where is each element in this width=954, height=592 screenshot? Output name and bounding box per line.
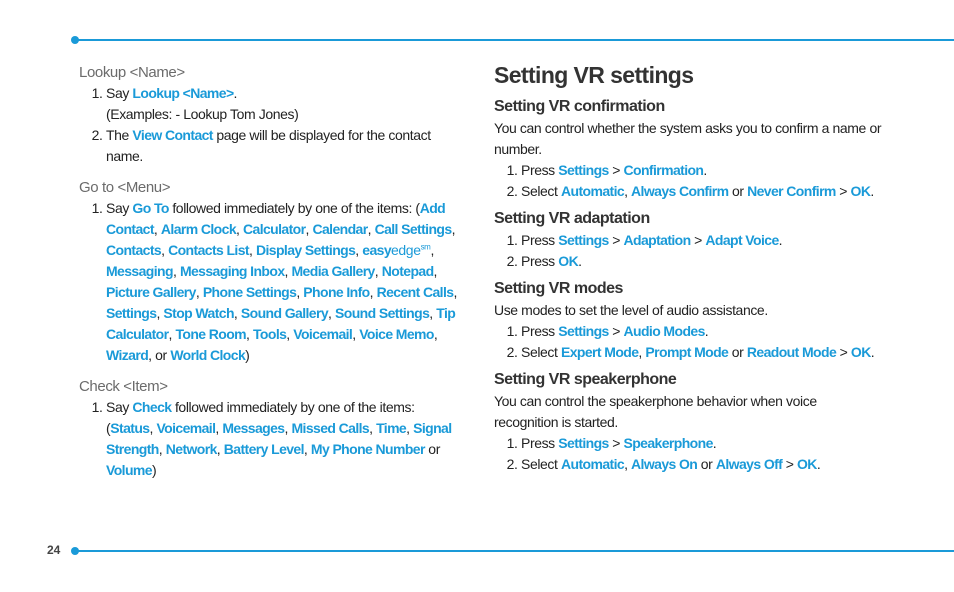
keyword-ok: OK xyxy=(850,344,871,360)
keyword-item: Status xyxy=(110,420,150,436)
adaptation-steps xyxy=(494,230,894,272)
speakerphone-desc: You can control the speakerphone behavior when voice recognition is started. xyxy=(494,393,817,430)
goto-heading: Go to <Menu> xyxy=(79,179,171,196)
keyword-item: My Phone Number xyxy=(310,441,425,457)
keyword-go-to: Go To xyxy=(132,200,169,216)
keyword-prompt-mode: Prompt Mode xyxy=(645,344,729,360)
keyword-item: Phone Settings xyxy=(202,284,297,300)
keyword-item: World Clock xyxy=(170,347,246,363)
keyword-ok: OK xyxy=(558,253,579,269)
adaptation-heading: Setting VR adaptation xyxy=(494,210,650,227)
modes-steps xyxy=(494,321,894,363)
keyword-item: Sound Settings xyxy=(335,305,430,321)
keyword-confirmation: Confirmation xyxy=(623,162,704,178)
keyword-edge: edge xyxy=(391,242,421,258)
keyword-item: Messages xyxy=(222,420,285,436)
keyword-item: Contacts xyxy=(106,242,162,258)
keyword-ok: OK xyxy=(797,456,817,472)
keyword-item: Picture Gallery xyxy=(106,284,196,300)
right-column xyxy=(494,60,894,475)
keyword-item: Calendar xyxy=(312,221,368,237)
keyword-view-contact: View Contact xyxy=(132,127,213,143)
keyword-item: Battery Level xyxy=(223,441,304,457)
speakerphone-steps xyxy=(494,433,894,475)
keyword-item: Messaging xyxy=(106,263,173,279)
keyword-never-confirm: Never Confirm xyxy=(747,183,836,199)
keyword-audio-modes: Audio Modes xyxy=(623,323,705,339)
keyword-item: Contacts List xyxy=(168,242,249,258)
keyword-adaptation: Adaptation xyxy=(623,232,691,248)
keyword-always-confirm: Always Confirm xyxy=(631,183,729,199)
keyword-item: Time xyxy=(376,420,407,436)
keyword-settings: Settings xyxy=(558,323,609,339)
keyword-item: Tip Calculator xyxy=(106,305,456,342)
keyword-check: Check xyxy=(132,399,172,415)
lookup-step-1: 1. Say Lookup <Name>. (Examples: - Lookup Tom Jones) xyxy=(106,83,464,125)
modes-desc: Use modes to set the level of audio assistance. xyxy=(494,302,768,318)
keyword-item: Messaging Inbox xyxy=(179,263,285,279)
keyword-expert-mode: Expert Mode xyxy=(561,344,639,360)
goto-steps xyxy=(79,198,464,366)
keyword-item: Calculator xyxy=(243,221,306,237)
keyword-automatic: Automatic xyxy=(561,456,625,472)
keyword-easyedge: easy xyxy=(362,242,392,258)
keyword-item: Add Contact xyxy=(106,200,446,237)
keyword-adapt-voice: Adapt Voice xyxy=(705,232,779,248)
lookup-steps xyxy=(79,83,464,167)
keyword-item: Signal Strength xyxy=(106,420,452,457)
keyword-item: Voicemail xyxy=(156,420,216,436)
check-heading: Check <Item> xyxy=(79,378,168,395)
keyword-item: Wizard xyxy=(106,347,149,363)
bottom-rule xyxy=(75,550,954,552)
keyword-item: Missed Calls xyxy=(291,420,370,436)
speakerphone-step-1: 1. Press Settings > Speakerphone. xyxy=(521,433,894,454)
lookup-step-2: 2. The View Contact page will be displayed for the contact name. xyxy=(106,125,464,167)
keyword-ok: OK xyxy=(850,183,871,199)
check-steps xyxy=(79,397,464,481)
modes-step-1: 1. Press Settings > Audio Modes. xyxy=(521,321,894,342)
keyword-always-on: Always On xyxy=(631,456,698,472)
keyword-item: Display Settings xyxy=(255,242,356,258)
left-column xyxy=(79,62,464,481)
page-number: 24 xyxy=(47,543,61,557)
confirmation-heading: Setting VR confirmation xyxy=(494,98,665,115)
keyword-item: Settings xyxy=(106,305,157,321)
lookup-heading: Lookup <Name> xyxy=(79,64,185,81)
keyword-always-off: Always Off xyxy=(715,456,783,472)
keyword-automatic: Automatic xyxy=(561,183,625,199)
keyword-item: Notepad xyxy=(381,263,434,279)
keyword-item: Network xyxy=(165,441,217,457)
keyword-item: Alarm Clock xyxy=(160,221,237,237)
modes-step-2: 2. Select Expert Mode, Prompt Mode or Readout Mode > OK. xyxy=(521,342,894,363)
service-mark: sm xyxy=(420,242,431,252)
keyword-item: Tools xyxy=(253,326,287,342)
speakerphone-heading: Setting VR speakerphone xyxy=(494,371,677,388)
top-rule xyxy=(75,39,954,41)
keyword-item: Stop Watch xyxy=(163,305,234,321)
keyword-item: Media Gallery xyxy=(291,263,375,279)
keyword-lookup-name: Lookup <Name> xyxy=(132,85,234,101)
keyword-item: Phone Info xyxy=(303,284,370,300)
keyword-item: Voicemail xyxy=(293,326,353,342)
keyword-settings: Settings xyxy=(558,162,609,178)
keyword-item: Call Settings xyxy=(374,221,452,237)
keyword-item: Recent Calls xyxy=(376,284,454,300)
confirmation-step-1: 1. Press Settings > Confirmation. xyxy=(521,160,894,181)
confirmation-steps xyxy=(494,160,894,202)
keyword-item: Volume xyxy=(106,462,152,478)
keyword-item: Voice Memo xyxy=(359,326,434,342)
keyword-speakerphone: Speakerphone xyxy=(623,435,713,451)
check-step-1: 1. Say Check followed immediately by one of the items: (Status, Voicemail, Messages, Missed Calls, Time, Signal Strength, Network, Battery Level, My Phone Number or Volume) xyxy=(106,397,464,481)
speakerphone-step-2: 2. Select Automatic, Always On or Always Off > OK. xyxy=(521,454,894,475)
keyword-settings: Settings xyxy=(558,435,609,451)
modes-heading: Setting VR modes xyxy=(494,280,623,297)
confirmation-desc: You can control whether the system asks you to confirm a name or number. xyxy=(494,120,882,157)
lookup-example: (Examples: - Lookup Tom Jones) xyxy=(106,106,299,122)
keyword-item: Tone Room xyxy=(175,326,247,342)
keyword-readout-mode: Readout Mode xyxy=(746,344,837,360)
keyword-item: Sound Gallery xyxy=(240,305,329,321)
keyword-settings: Settings xyxy=(558,232,609,248)
page-title: Setting VR settings xyxy=(494,62,694,88)
adaptation-step-2: 2. Press OK. xyxy=(521,251,894,272)
goto-step-1: 1. Say Go To followed immediately by one of the items: (Add Contact, Alarm Clock, Calculator, Calendar, Call Settings, Contacts, Contacts List, Display Settings, easyedge$^{sm}$, Messaging, Messaging Inbox, Media Gallery, Notepad, Picture Gallery, Phone Settings, Phone Info, Recent Calls, Settings, Stop Watch, Sound Gallery, Sound Settings, Tip Calculator, Tone Room, Tools, Voicemail, Voice Memo, Wizard, or World Clock) xyxy=(106,198,464,366)
confirmation-step-2: 2. Select Automatic, Always Confirm or Never Confirm > OK. xyxy=(521,181,894,202)
adaptation-step-1: 1. Press Settings > Adaptation > Adapt Voice. xyxy=(521,230,894,251)
